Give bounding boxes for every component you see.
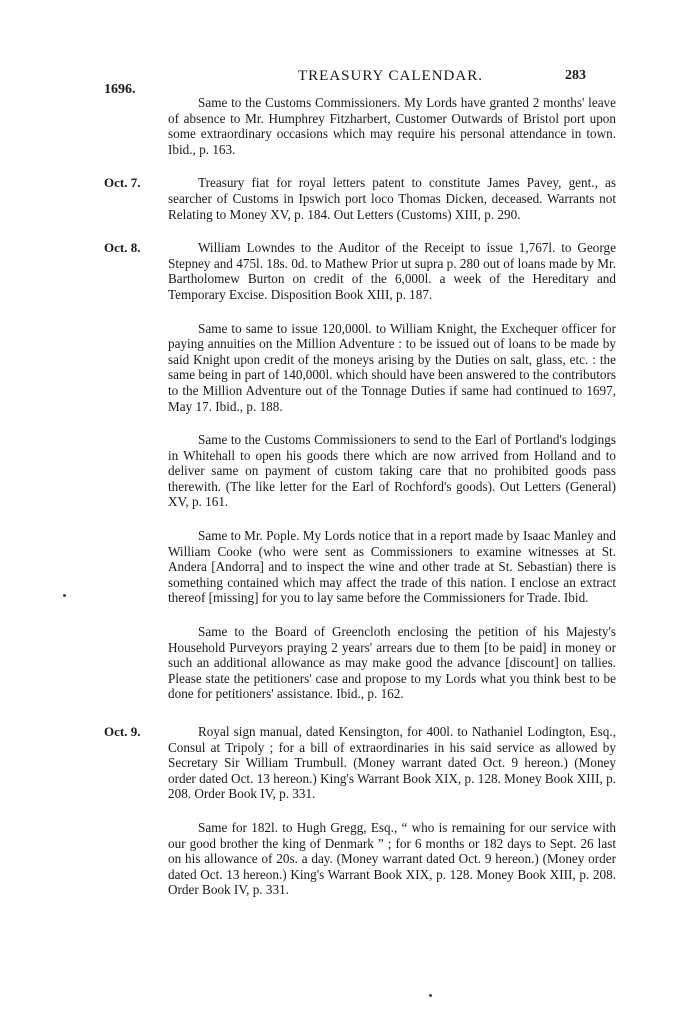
entry-text: Treasury fiat for royal letters patent to constitute James Pavey, gent., as searcher of Customs in Ipswich port loco Thomas Dicken, deceased. Warrants not Relating to Money XV, p. 184. Out Letters (Customs) XIII, p. 290. (168, 175, 616, 222)
entry-text: William Lowndes to the Auditor of the Receipt to issue 1,767l. to George Stepney and 475l. 18s. 0d. to Mathew Prior ut supra p. 280 out of loans made by Mr. Bartholomew Burton on credit of the 6,000l. a week of the Hereditary and Temporary Excise. Disposition Book XIII, p. 187. (168, 240, 616, 302)
speck-mark (429, 994, 432, 997)
entry-oct-7 (0, 175, 674, 222)
entries-list (0, 95, 674, 910)
entry-customs-leave (0, 95, 674, 157)
entry-text: Same to same to issue 120,000l. to William Knight, the Exchequer officer for paying annuities on the Million Adventure : to be issued out of loans to be made by said Knight upon credit of the moneys arising by the Duties on salt, glass, etc. : the same being in part of 140,000l. which should have been answered to the contributors to the Million Adventure out of the Tonnage Duties if same had continued to 1697, May 17. Ibid., p. 188. (168, 320, 616, 414)
entry-portland-goods (0, 432, 674, 510)
year-label: 1696. (104, 82, 136, 97)
entry-text: Same to the Board of Greencloth enclosing the petition of his Majesty's Household Purveyors praying 2 years' arrears due to them [to be paid] in money or such an additional allowance as may make good the advance [discount] on tallies. Please state the petitioners' case and propose to my Lords what you think best to be done for petitioners' assistance. Ibid., p. 162. (168, 624, 616, 702)
page-number: 283 (565, 68, 586, 83)
entry-greencloth (0, 624, 674, 702)
entry-text: Same to the Customs Commissioners. My Lords have granted 2 months' leave of absence to Mr. Humphrey Fitzharbert, Customer Outwards of Bristol port upon some extraordinary occasions which may require his personal attendance in town. Ibid., p. 163. (168, 95, 616, 157)
entry-text: Same to Mr. Pople. My Lords notice that in a report made by Isaac Manley and William Cooke (who were sent as Commissioners to examine witnesses at St. Andera [Andorra] and to inspect the wine and other trade at St. Sebastian) there is something contained which may affect the trade of this nation. I enclose an extract thereof [missing] for you to lay same before the Commissioners for Trade. Ibid. (168, 528, 616, 606)
entry-date: Oct. 8. (104, 240, 141, 256)
entry-text: Royal sign manual, dated Kensington, for 400l. to Nathaniel Lodington, Esq., Consul at Tripoly ; for a bill of extraordinaries in his said service as allowed by Secretary Sir William Trumbull. (Money warrant dated Oct. 9 hereon.) (Money order dated Oct. 13 hereon.) King's Warrant Book XIX, p. 128. Money Book XIII, p. 208. Order Book IV, p. 331. (168, 724, 616, 802)
entry-oct-8 (0, 240, 674, 302)
entry-date: Oct. 7. (104, 175, 141, 191)
entry-hugh-gregg (0, 820, 674, 898)
entry-oct-9 (0, 724, 674, 802)
entry-mr-pople (0, 528, 674, 606)
entry-text: Same for 182l. to Hugh Gregg, Esq., “ who is remaining for our service with our good brother the king of Denmark ” ; for 6 months or 182 days to Sept. 26 last on his allowance of 20s. a day. (Money warrant dated Oct. 9 hereon.) (Money order dated Oct. 13 hereon.) King's Warrant Book XIX, p. 128. Money Book XIII, p. 208. Order Book IV, p. 331. (168, 819, 616, 898)
entry-text: Same to the Customs Commissioners to send to the Earl of Portland's lodgings in Whitehall to open his goods there which are now arrived from Holland and to deliver same on payment of custom taking care that no prohibited goods pass therewith. (The like letter for the Earl of Rochford's goods). Out Letters (General) XV, p. 161. (168, 432, 616, 510)
speck-mark (63, 594, 66, 597)
entry-million-adventure (0, 321, 674, 415)
running-title: TREASURY CALENDAR. (298, 68, 483, 84)
entry-date: Oct. 9. (104, 724, 141, 739)
